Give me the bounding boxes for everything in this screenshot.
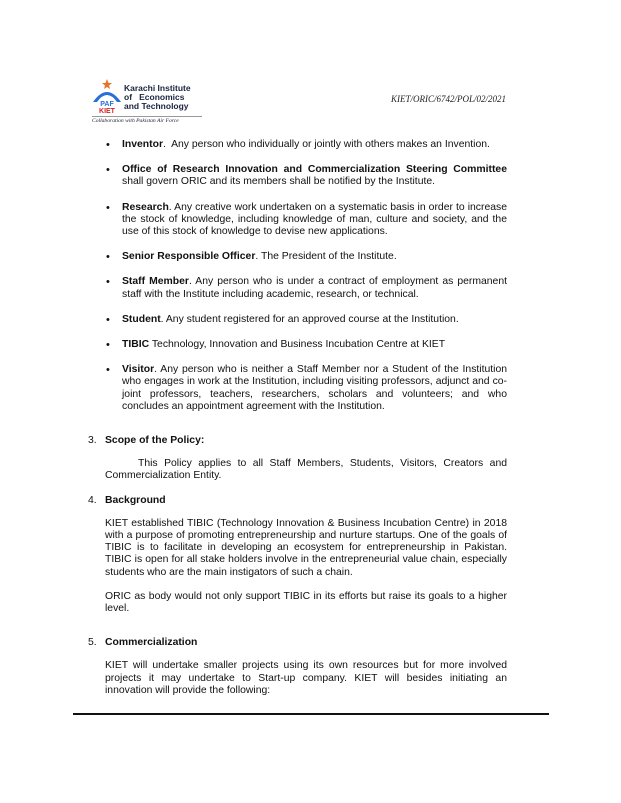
definition-item: • Visitor. Any person who is neither a Staff Member nor a Student of the Institution who engages in work at the Institution, including visiting professors, adjunct and co-joint professors, teachers, researchers, scholars and volunteers; and who concludes an appointment agreement with the Institution. bbox=[105, 364, 507, 413]
footer-divider bbox=[73, 713, 549, 715]
paf-kiet-emblem-icon bbox=[90, 78, 124, 114]
definitions-list bbox=[105, 139, 507, 413]
section-title: Background bbox=[105, 494, 166, 506]
svg-text:KIET: KIET bbox=[99, 108, 115, 114]
section-commercialization: 5. Commercialization KIET will undertake smaller projects using its own resources but for more involved projects it may undertake to Start-up company. KIET will besides initiating an innovation will provide the following: bbox=[88, 637, 507, 696]
section-title: Commercialization bbox=[105, 637, 198, 649]
section-paragraph: This Policy applies to all Staff Members, Students, Visitors, Creators and Commercialization Entity. bbox=[105, 458, 507, 482]
definition-item: • Research. Any creative work undertaken on a systematic basis in order to increase the stock of knowledge, including knowledge of man, culture and society, and the use of this stock of knowledge to devise new applications. bbox=[105, 202, 507, 239]
section-paragraph: ORIC as body would not only support TIBIC in its efforts but raise its goals to a higher level. bbox=[105, 590, 507, 615]
document-body bbox=[88, 139, 507, 709]
definition-item: • TIBIC Technology, Innovation and Business Incubation Centre at KIET bbox=[105, 339, 507, 351]
logo-tagline: Collaboration with Pakistan Air Force bbox=[92, 116, 202, 124]
document-reference: KIET/ORIC/6742/POL/02/2021 bbox=[391, 94, 507, 104]
section-paragraph: KIET will undertake smaller projects using its own resources but for more involved projects it may undertake to Start-up company. KIET will besides initiating an innovation will provide the following: bbox=[105, 660, 507, 696]
definition-item: • Senior Responsible Officer. The President of the Institute. bbox=[105, 251, 507, 263]
institute-logo bbox=[88, 76, 208, 126]
definition-item: • Student. Any student registered for an approved course at the Institution. bbox=[105, 314, 507, 326]
section-scope: 3. Scope of the Policy: This Policy applies to all Staff Members, Students, Visitors, Creators and Commercialization Entity. bbox=[88, 435, 507, 482]
definition-item: • Office of Research Innovation and Commercialization Steering Committee shall govern ORIC and its members shall be notified by the Institute. bbox=[105, 164, 507, 188]
section-paragraph: KIET established TIBIC (Technology Innovation & Business Incubation Centre) in 2018 with a purpose of promoting entrepreneurship and nurture startups. One of the goals of TIBIC is to facilitate in developing an ecosystem for entrepreneurship in Pakistan. TIBIC is open for all stake holders involve in the entrepreneurial value chain, especially students who are the main instigators of such a chain. bbox=[105, 517, 507, 578]
section-background: 4. Background KIET established TIBIC (Technology Innovation & Business Incubation Centre) in 2018 with a purpose of promoting entrepreneurship and nurture startups. One of the goals of TIBIC is to facilitate in developing an ecosystem for entrepreneurship in Pakistan. TIBIC is open for all stake holders involve in the entrepreneurial value chain, especially students who are the main instigators of such a chain. ORIC as body would not only support TIBIC in its efforts but raise its goals to a higher level. bbox=[88, 494, 507, 615]
definition-item: • Staff Member. Any person who is under a contract of employment as permanent staff with the Institute including academic, research, or technical. bbox=[105, 276, 507, 300]
definition-item: • Inventor. Any person who individually or jointly with others makes an Invention. bbox=[105, 139, 507, 151]
institute-name: Karachi Institute of Economics and Technology bbox=[124, 83, 191, 111]
svg-text:PAF: PAF bbox=[100, 101, 114, 108]
section-title: Scope of the Policy: bbox=[105, 435, 205, 447]
